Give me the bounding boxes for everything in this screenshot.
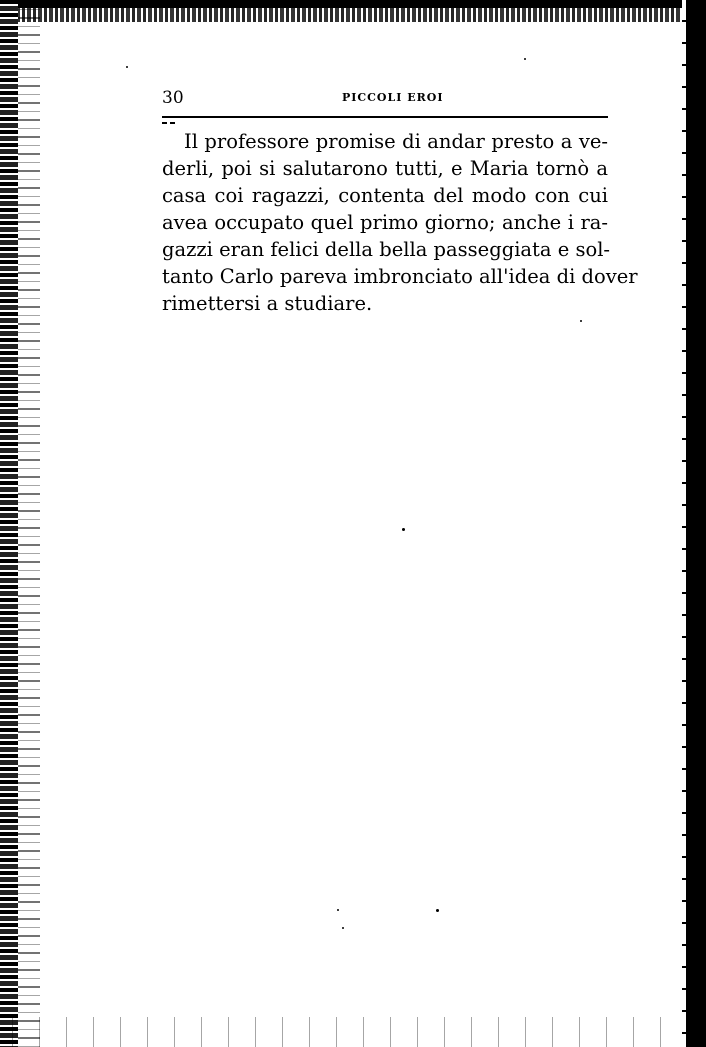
ink-speck: [342, 927, 344, 929]
scan-edge-top-solid: [0, 0, 706, 8]
ink-speck: [402, 528, 405, 531]
scan-edge-left-shadow: [18, 0, 40, 1047]
text-line: gazzi eran felici della bella passeggiata e sol-: [162, 238, 611, 261]
text-line: avea occupato quel primo giorno; anche i ra-: [162, 211, 608, 234]
ink-speck: [337, 909, 339, 911]
text-line: Il professore promise di andar presto a ve-: [184, 130, 608, 153]
ink-speck: [524, 58, 526, 60]
scan-edge-right: [686, 0, 706, 1047]
header-rule: [162, 116, 608, 118]
ink-speck: [436, 909, 439, 912]
ink-speck: [126, 66, 128, 68]
running-title: PICCOLI EROI: [342, 91, 444, 104]
text-line: tanto Carlo pareva imbronciato all'idea di dover: [162, 265, 638, 288]
text-line: casa coi ragazzi, contenta del modo con cui: [162, 184, 608, 207]
scan-edge-left: [0, 0, 18, 1047]
ink-speck: [580, 320, 582, 322]
page-header: [162, 88, 608, 110]
body-paragraph: [162, 128, 638, 317]
scan-edge-bottom: [0, 1017, 706, 1047]
page-number: 30: [162, 88, 184, 108]
text-line: rimettersi a studiare.: [162, 292, 373, 315]
text-line: derli, poi si salutarono tutti, e Maria tornò a: [162, 157, 608, 180]
header-rule-dash: [162, 122, 176, 124]
